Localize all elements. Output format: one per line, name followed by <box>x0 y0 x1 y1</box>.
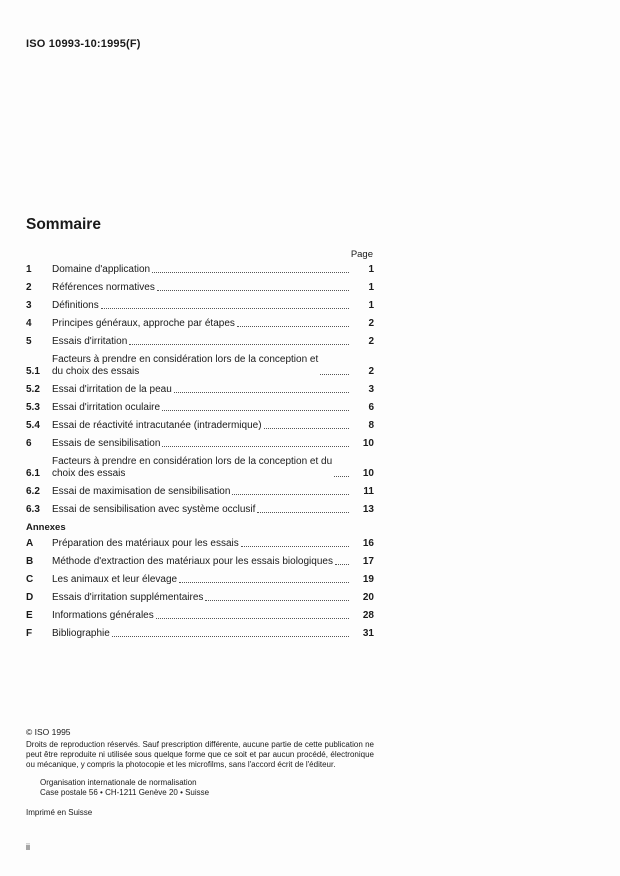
entry-title: Essai de maximisation de sensibilisation <box>52 486 231 497</box>
entry-title: Facteurs à prendre en considération lors de la conception et du choix des essais <box>52 354 319 377</box>
dot-leader <box>129 344 349 345</box>
entry-page: 1 <box>368 264 374 275</box>
toc-entry <box>26 384 374 396</box>
toc-entry <box>26 318 374 330</box>
toc-entry <box>26 282 374 294</box>
entry-page: 2 <box>368 336 374 347</box>
entry-page: 31 <box>362 628 374 639</box>
dot-leader <box>174 392 349 393</box>
dot-leader <box>205 600 349 601</box>
entry-number: F <box>26 628 33 639</box>
page-column-label: Page <box>350 249 373 260</box>
organization-address: Case postale 56 • CH-1211 Genève 20 • Suisse <box>40 788 210 797</box>
page-number: ii <box>26 842 30 852</box>
annex-entry <box>26 538 374 550</box>
entry-page: 1 <box>368 300 374 311</box>
copyright-notice: © ISO 1995 <box>26 727 71 737</box>
entry-number: 5.3 <box>26 402 40 413</box>
annexes-heading: Annexes <box>26 522 66 533</box>
dot-leader <box>335 564 349 565</box>
entry-title: Essais d'irritation <box>52 336 128 347</box>
entry-page: 6 <box>368 402 374 413</box>
printed-in: Imprimé en Suisse <box>26 808 93 817</box>
entry-title: Principes généraux, approche par étapes <box>52 318 235 329</box>
dot-leader <box>156 618 349 619</box>
entry-title: Références normatives <box>52 282 155 293</box>
entry-page: 28 <box>362 610 374 621</box>
entry-number: 5 <box>26 336 32 347</box>
dot-leader <box>157 290 349 291</box>
entry-title: Bibliographie <box>52 628 110 639</box>
entry-number: 6.3 <box>26 504 40 515</box>
toc-entry <box>26 504 374 516</box>
entry-number: C <box>26 574 34 585</box>
entry-title: Méthode d'extraction des matériaux pour les essais biologiques <box>52 556 333 567</box>
entry-number: 6 <box>26 438 32 449</box>
annex-entry <box>26 628 374 640</box>
entry-page: 1 <box>368 282 374 293</box>
organization-name: Organisation internationale de normalisation <box>40 778 197 787</box>
entry-page: 8 <box>368 420 374 431</box>
entry-page: 17 <box>362 556 374 567</box>
entry-number: 6.1 <box>26 468 40 479</box>
entry-page: 10 <box>362 468 374 479</box>
entry-page: 2 <box>368 366 374 377</box>
entry-title: Les animaux et leur élevage <box>52 574 178 585</box>
organization-block <box>40 778 374 798</box>
entry-number: 5.4 <box>26 420 40 431</box>
entry-title: Essai d'irritation oculaire <box>52 402 161 413</box>
annex-entry <box>26 574 374 586</box>
dot-leader <box>101 308 349 309</box>
annex-entry <box>26 610 374 622</box>
entry-title: Essai de réactivité intracutanée (intradermique) <box>52 420 262 431</box>
dot-leader <box>232 494 349 495</box>
toc-entry <box>26 354 374 378</box>
toc-entry <box>26 486 374 498</box>
dot-leader <box>334 476 349 477</box>
toc-entry <box>26 420 374 432</box>
entry-page: 19 <box>362 574 374 585</box>
toc-entry <box>26 264 374 276</box>
annex-entry <box>26 556 374 568</box>
toc-entry <box>26 402 374 414</box>
entry-title: Informations générales <box>52 610 154 621</box>
entry-number: 1 <box>26 264 32 275</box>
toc-entry <box>26 456 374 480</box>
entry-title: Préparation des matériaux pour les essais <box>52 538 239 549</box>
dot-leader <box>264 428 349 429</box>
entry-title: Essai de sensibilisation avec système occlusif <box>52 504 256 515</box>
entry-number: D <box>26 592 34 603</box>
entry-title: Essai d'irritation de la peau <box>52 384 172 395</box>
entry-title: Facteurs à prendre en considération lors de la conception et du choix des essais <box>52 456 333 479</box>
entry-page: 11 <box>363 486 374 497</box>
entry-page: 13 <box>362 504 374 515</box>
dot-leader <box>237 326 349 327</box>
dot-leader <box>112 636 349 637</box>
page-title: Sommaire <box>26 216 101 233</box>
dot-leader <box>162 446 349 447</box>
entry-number: 6.2 <box>26 486 40 497</box>
entry-title: Définitions <box>52 300 99 311</box>
rights-statement: Droits de reproduction réservés. Sauf prescription différente, aucune partie de cette publication ne peut être reproduite ni utilisée sous quelque forme que ce soit et par aucun procédé, électronique ou mécanique, y compris la photocopie et les microfilms, sans l'accord écrit de l'éditeur. <box>26 740 374 769</box>
dot-leader <box>320 374 349 375</box>
entry-number: 4 <box>26 318 32 329</box>
entry-title: Essais d'irritation supplémentaires <box>52 592 204 603</box>
toc-entry <box>26 300 374 312</box>
dot-leader <box>179 582 349 583</box>
entry-title: Essais de sensibilisation <box>52 438 161 449</box>
entry-title: Domaine d'application <box>52 264 151 275</box>
entry-number: 2 <box>26 282 32 293</box>
entry-page: 16 <box>362 538 374 549</box>
dot-leader <box>152 272 349 273</box>
entry-number: E <box>26 610 33 621</box>
copyright-footer <box>26 727 374 818</box>
entry-page: 3 <box>368 384 374 395</box>
table-of-contents <box>26 264 374 646</box>
entry-number: 5.2 <box>26 384 40 395</box>
entry-number: 3 <box>26 300 32 311</box>
dot-leader <box>162 410 349 411</box>
toc-entry <box>26 438 374 450</box>
entry-number: A <box>26 538 34 549</box>
entry-number: 5.1 <box>26 366 40 377</box>
document-id: ISO 10993-10:1995(F) <box>26 38 141 50</box>
entry-page: 2 <box>368 318 374 329</box>
annex-entry <box>26 592 374 604</box>
entry-page: 20 <box>362 592 374 603</box>
dot-leader <box>257 512 349 513</box>
entry-page: 10 <box>362 438 374 449</box>
dot-leader <box>241 546 349 547</box>
toc-entry <box>26 336 374 348</box>
entry-number: B <box>26 556 34 567</box>
